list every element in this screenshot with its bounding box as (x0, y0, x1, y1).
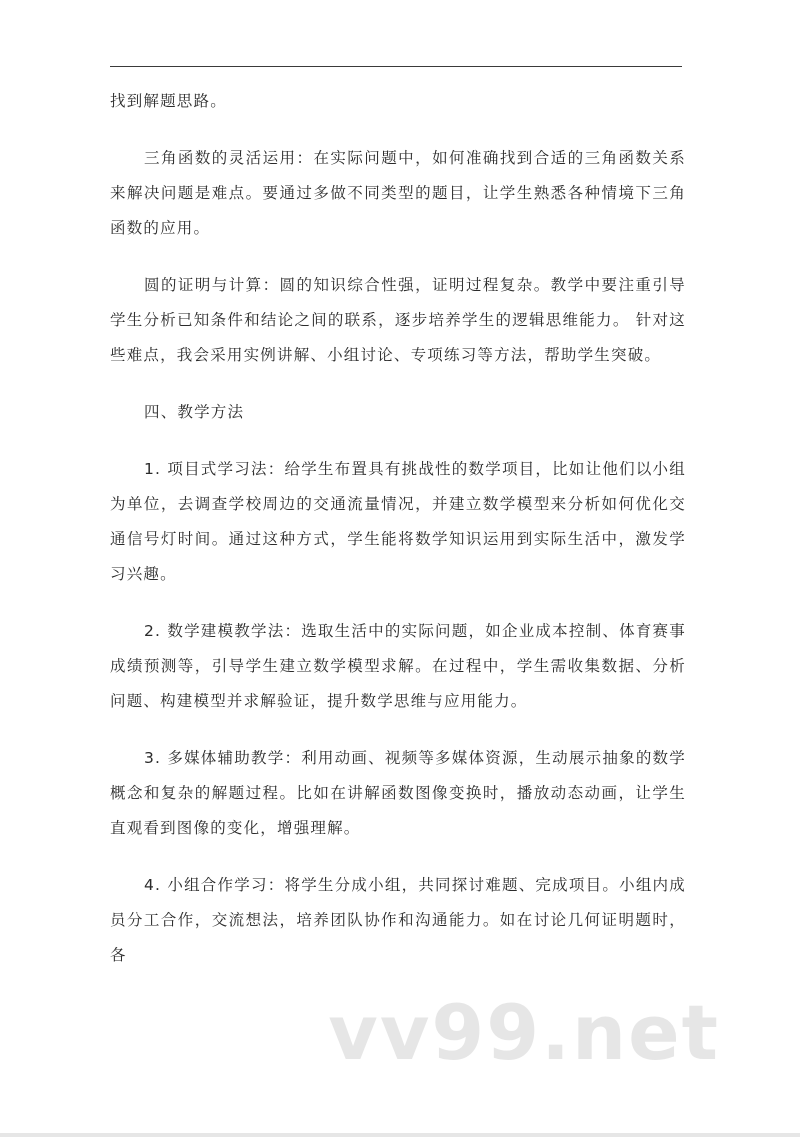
section-heading: 四、教学方法 (144, 403, 245, 421)
paragraph: 圆的证明与计算：圆的知识综合性强，证明过程复杂。教学中要注重引导学生分析已知条件和结论之间的联系，逐步培养学生的逻辑思维能力。 针对这些难点，我会采用实例讲解、小组讨论、专项练习等方法，帮助学生突破。 (110, 276, 686, 364)
list-item-paragraph: 2. 数学建模教学法：选取生活中的实际问题，如企业成本控制、体育赛事成绩预测等，引导学生建立数学模型求解。在过程中，学生需收集数据、分析问题、构建模型并求解验证，提升数学思维与应用能力。 (110, 622, 686, 710)
list-item-paragraph: 3. 多媒体辅助教学：利用动画、视频等多媒体资源，生动展示抽象的数学概念和复杂的解题过程。比如在讲解函数图像变换时，播放动态动画，让学生直观看到图像的变化，增强理解。 (110, 749, 686, 837)
paragraph: 三角函数的灵活运用：在实际问题中，如何准确找到合适的三角函数关系来解决问题是难点。要通过多做不同类型的题目，让学生熟悉各种情境下三角函数的应用。 (110, 149, 686, 237)
page-bottom-edge (0, 1133, 800, 1137)
list-item-paragraph: 4. 小组合作学习：将学生分成小组，共同探讨难题、完成项目。小组内成员分工合作，交流想法，培养团队协作和沟通能力。如在讨论几何证明题时，各 (110, 876, 686, 964)
paragraph: 找到解题思路。 (110, 92, 227, 110)
header-rule (110, 66, 682, 67)
document-body (110, 84, 686, 995)
watermark: vv99.net (328, 988, 720, 1077)
list-item-paragraph: 1. 项目式学习法：给学生布置具有挑战性的数学项目，比如让他们以小组为单位，去调查学校周边的交通流量情况，并建立数学模型来分析如何优化交通信号灯时间。通过这种方式，学生能将数学知识运用到实际生活中，激发学习兴趣。 (110, 460, 686, 583)
